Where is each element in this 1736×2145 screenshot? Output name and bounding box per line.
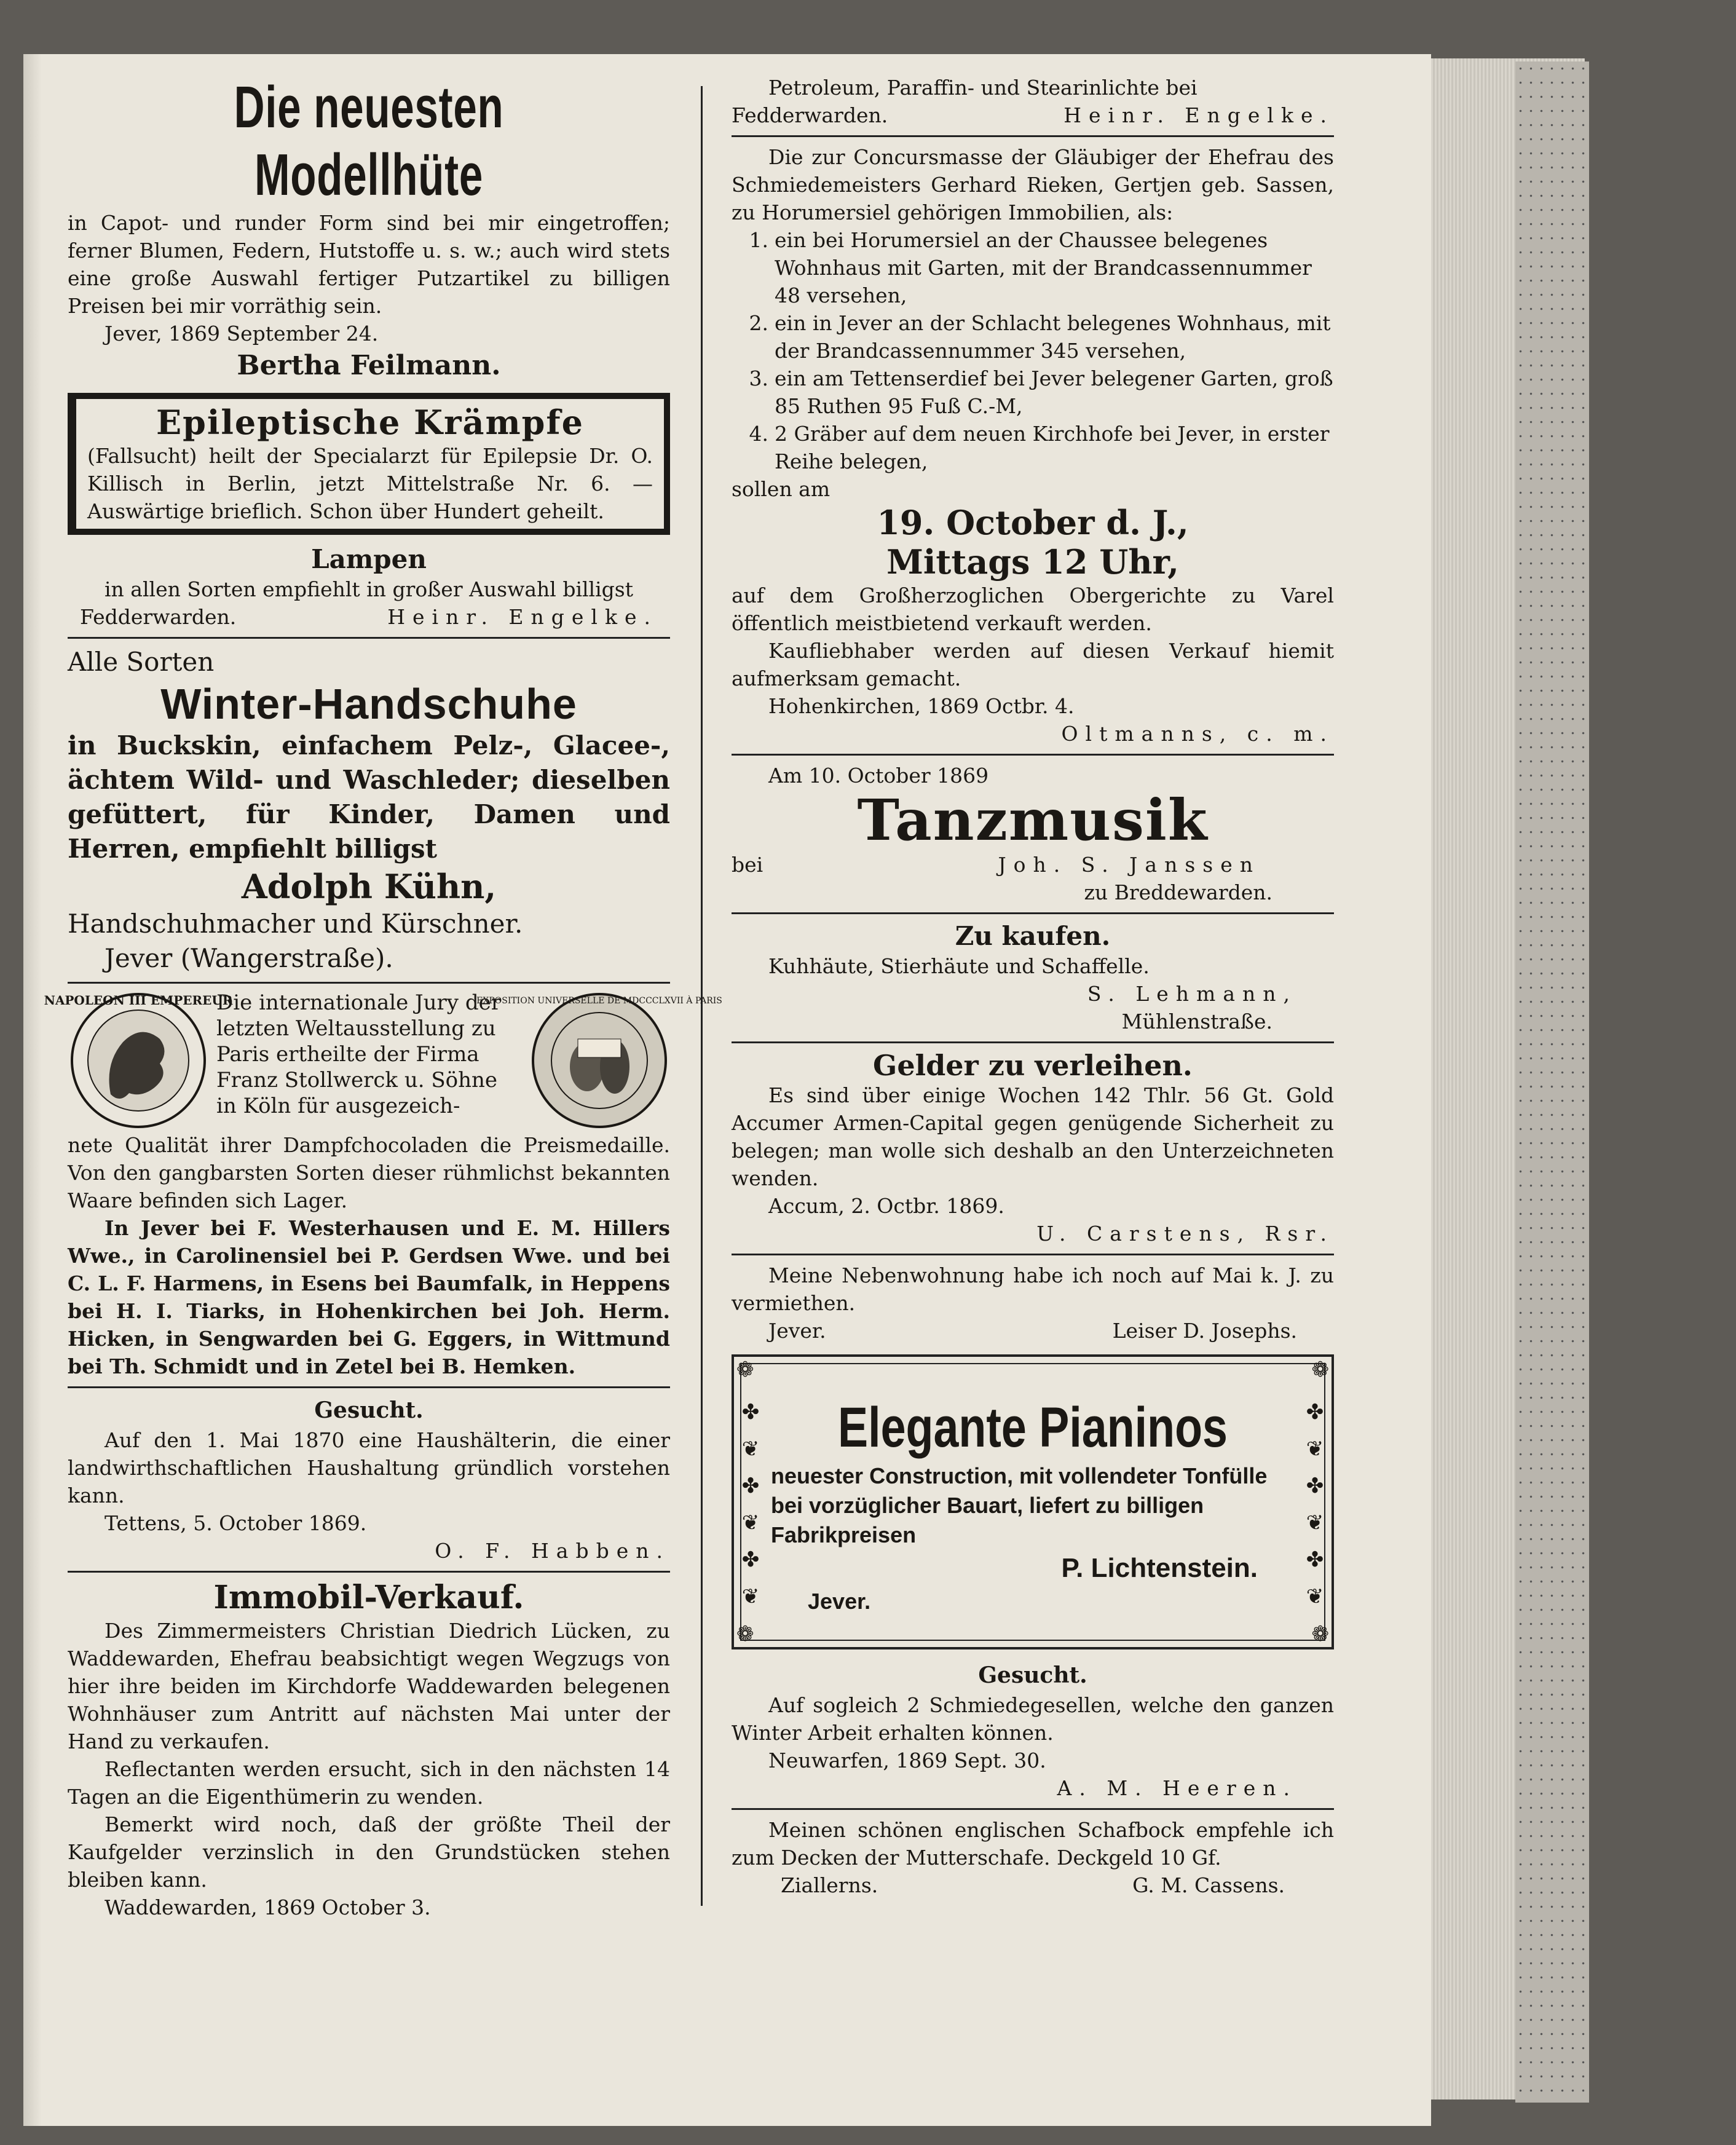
right-column	[732, 74, 1334, 1899]
ad-signature: Heinr. Engelke.	[1063, 103, 1334, 127]
ad-signature: Leiser D. Josephs.	[1112, 1319, 1297, 1343]
ad-signature: Oltmanns, c. m.	[1061, 722, 1334, 746]
ad-modellhuete	[68, 74, 670, 384]
ad-place-date: Tettens, 5. October 1869.	[105, 1511, 367, 1535]
corner-ornament-icon: ❁	[736, 1357, 754, 1382]
ad-immobil-verkauf	[68, 1579, 670, 1921]
ad-address: Mühlenstraße.	[1121, 1009, 1272, 1033]
ad-concurs	[732, 143, 1334, 748]
ad-place: Jever.	[768, 1319, 826, 1343]
ad-signature: P. Lichtenstein.	[1061, 1553, 1258, 1583]
divider	[68, 982, 670, 984]
list-number: 2.	[749, 311, 768, 335]
ad-body: Kuhhäute, Stierhäute und Schaffelle.	[768, 954, 1150, 978]
ad-signature: G. M. Cassens.	[1132, 1873, 1285, 1897]
ad-pianinos	[732, 1354, 1334, 1649]
ad-medal-text: Die internationale Jury der letzten Weltausstellung zu Paris ertheilte der Firma Franz Stollwerck u. Söhne in Köln für ausgezeich-	[216, 990, 501, 1118]
ad-signature: Adolph Kühn,	[241, 867, 497, 906]
ad-title: Gesucht.	[978, 1662, 1087, 1688]
ad-schafbock	[732, 1816, 1334, 1899]
ad-title: Immobil-Verkauf.	[213, 1579, 524, 1616]
ad-title: Zu kaufen.	[955, 921, 1111, 951]
book-cover-edge	[1515, 61, 1589, 2103]
ad-lampen	[68, 543, 670, 631]
ad-place: Ziallerns.	[781, 1873, 878, 1897]
ad-place: Fedderwarden.	[732, 103, 888, 127]
ad-place-date: Waddewarden, 1869 October 3.	[105, 1895, 431, 1919]
divider	[68, 1571, 670, 1573]
ad-signature: O. F. Habben.	[435, 1539, 670, 1563]
list-number: 1.	[749, 228, 768, 252]
divider	[68, 637, 670, 639]
list-text: ein in Jever an der Schlacht belegenes Wohnhaus, mit der Brandcassennummer 345 versehen,	[775, 311, 1331, 363]
ad-sollen: sollen am	[732, 477, 831, 501]
ad-place: zu Breddewarden.	[1084, 880, 1272, 904]
ad-stollwerck	[44, 990, 722, 1380]
ad-dealers: In Jever bei F. Westerhausen und E. M. Hillers Wwe., in Carolinensiel bei P. Gerdsen Wwe. und bei C. L. F. Harmens, in Esens bei Baumfalk, in Heppens bei H. I. Tiarks, in Hohenkirchen bei Joh. Herm. Hicken, in Sengwarden bei G. Eggers, in Wittmund bei Th. Schmidt und in Zetel bei B. Hemken.	[68, 1216, 670, 1378]
ad-date: Am 10. October 1869	[768, 764, 989, 788]
ad-body: in Buckskin, einfachem Pelz-, Glacee-, ächtem Wild- und Waschleder; dieselben gefüttert, für Kinder, Damen und Herren, empfiehlt billigst	[68, 730, 670, 864]
ad-gelder	[732, 1049, 1334, 1247]
ad-place-date: Accum, 2. Octbr. 1869.	[768, 1194, 1004, 1218]
corner-ornament-icon: ❁	[1311, 1357, 1329, 1382]
spine-shadow	[23, 54, 42, 2126]
ad-epilepsie	[68, 393, 670, 535]
ad-body: Bemerkt wird noch, daß der größte Theil der Kaufgelder verzinslich in den Grundstücken stehen bleiben kann.	[68, 1812, 670, 1892]
napoleon-medal-icon	[44, 990, 233, 1131]
ad-signature: S. Lehmann,	[1087, 982, 1297, 1006]
ad-place-date: Jever, 1869 September 24.	[105, 322, 379, 346]
ad-gesucht-haushaelterin	[68, 1394, 670, 1565]
left-column	[44, 74, 722, 1921]
divider	[68, 1386, 670, 1388]
ad-title: Elegante Pianinos	[838, 1396, 1228, 1459]
ad-body: nete Qualität ihrer Dampfchocoladen die Preismedaille. Von den gangbarsten Sorten dieser rühmlichst bekannten Waare befinden sich Lager.	[68, 1133, 670, 1212]
ad-signature: Heinr. Engelke.	[387, 605, 658, 629]
ad-zu-kaufen	[732, 920, 1334, 1035]
list-number: 4.	[749, 422, 768, 446]
ad-title: Winter-Handschuhe	[160, 680, 577, 728]
ad-signature: Bertha Feilmann.	[237, 350, 501, 381]
ad-title: Epileptische Krämpfe	[156, 403, 585, 442]
divider	[732, 1808, 1334, 1810]
ad-place-date: Hohenkirchen, 1869 Octbr. 4.	[768, 694, 1075, 718]
divider	[732, 1254, 1334, 1255]
list-text: ein bei Horumersiel an der Chaussee belegenes Wohnhaus mit Garten, mit der Brandcassennummer 48 versehen,	[775, 228, 1312, 307]
ad-gesucht-schmiedegesellen	[732, 1659, 1334, 1802]
ad-winter-handschuhe	[68, 645, 670, 976]
corner-ornament-icon: ❁	[736, 1622, 754, 1646]
ad-place: Fedderwarden.	[80, 605, 237, 629]
divider	[732, 135, 1334, 137]
ad-body: in allen Sorten empfiehlt in großer Auswahl billigst	[105, 577, 633, 601]
ad-signature: A. M. Heeren.	[1057, 1776, 1297, 1800]
ad-intro: Alle Sorten	[68, 647, 215, 677]
medal-text: EXPOSITION UNIVERSELLE DE MDCCCLXVII À PARIS	[476, 996, 722, 1006]
ad-body: Petroleum, Paraffin- und Stearinlichte bei	[768, 76, 1197, 100]
divider	[732, 1041, 1334, 1043]
ad-signature: Joh. S. Janssen	[998, 853, 1260, 877]
divider	[732, 754, 1334, 756]
list-text: ein am Tettenserdief bei Jever belegener Garten, groß 85 Ruthen 95 Fuß C.-M,	[775, 366, 1333, 418]
ad-title: Gesucht.	[314, 1397, 424, 1423]
ad-title: Gelder zu verleihen.	[873, 1049, 1193, 1082]
ad-body: Meine Nebenwohnung habe ich noch auf Mai k. J. zu vermiethen.	[732, 1263, 1334, 1315]
ad-body: Auf den 1. Mai 1870 eine Haushälterin, die einer landwirthschaftlichen Haushaltung gründlich vorstehen kann.	[68, 1428, 670, 1507]
ad-body: Des Zimmermeisters Christian Diedrich Lücken, zu Waddewarden, Ehefrau beabsichtigt wegen Wegzugs von hier ihre beiden im Kirchdorfe Waddewarden belegenen Wohnhäuser zum Antritt auf nächsten Mai unter der Hand zu verkaufen.	[68, 1619, 670, 1753]
list-item	[732, 365, 1334, 420]
ad-body: Es sind über einige Wochen 142 Thlr. 56 Gt. Gold Accumer Armen-Capital gegen genügende Sicherheit zu belegen; man wolle sich deshalb an den Unterzeichneten wenden.	[732, 1083, 1334, 1190]
list-item	[732, 309, 1334, 365]
ad-date: 19. October d. J.,	[877, 503, 1189, 542]
medal-text: NAPOLEON III EMPEREUR	[44, 993, 233, 1008]
list-item	[732, 226, 1334, 309]
corner-ornament-icon: ❁	[1311, 1622, 1329, 1646]
ad-body: Auf sogleich 2 Schmiedegesellen, welche den ganzen Winter Arbeit erhalten können.	[732, 1693, 1334, 1745]
ad-title: Die neuesten Modellhüte	[234, 74, 504, 208]
ad-profession: Handschuhmacher und Kürschner.	[68, 909, 523, 939]
divider	[732, 912, 1334, 914]
ad-intro: Die zur Concursmasse der Gläubiger der Ehefrau des Schmiedemeisters Gerhard Rieken, Gertjen geb. Sassen, zu Horumersiel gehörigen Immobilien, als:	[732, 145, 1334, 224]
list-item	[732, 420, 1334, 475]
ad-place: Jever.	[808, 1589, 871, 1614]
border-ornament-icon: ✤ ❦ ✤ ❦ ✤ ❦	[1306, 1400, 1324, 1609]
ad-nebenwohnung	[732, 1262, 1334, 1345]
ad-body: (Fallsucht) heilt der Specialarzt für Epilepsie Dr. O. Killisch in Berlin, jetzt Mittelstraße Nr. 6. — Auswärtige brieflich. Schon über Hundert geheilt.	[87, 444, 653, 523]
ad-petroleum	[732, 74, 1334, 129]
list-number: 3.	[749, 366, 768, 390]
ad-body: in Capot- und runder Form sind bei mir eingetroffen; ferner Blumen, Federn, Hutstoffe u. s. w.; auch wird stets eine große Auswahl fertiger Putzartikel zu billigen Preisen bei mir vorräthig sein.	[68, 211, 670, 318]
ad-body: Meinen schönen englischen Schafbock empfehle ich zum Decken der Mutterschafe. Deckgeld 10 Gf.	[732, 1818, 1334, 1870]
ad-title: Lampen	[311, 544, 427, 574]
exposition-medal-icon	[476, 990, 722, 1131]
ad-place: Jever (Wangerstraße).	[105, 943, 393, 973]
ad-body: Reflectanten werden ersucht, sich in den nächsten 14 Tagen an die Eigenthümerin zu wenden.	[68, 1757, 670, 1809]
ad-title: Tanzmusik	[857, 787, 1209, 853]
ad-tanzmusik	[732, 762, 1334, 906]
ad-place-date: Neuwarfen, 1869 Sept. 30.	[768, 1748, 1046, 1772]
list-text: 2 Gräber auf dem neuen Kirchhofe bei Jever, in erster Reihe belegen,	[775, 422, 1330, 473]
ad-signature: U. Carstens, Rsr.	[1036, 1222, 1334, 1246]
ad-time: Mittags 12 Uhr,	[886, 542, 1179, 582]
ad-body: neuester Construction, mit vollendeter Tonfülle bei vorzüglicher Bauart, liefert zu billigen Fabrikpreisen	[771, 1463, 1268, 1547]
ad-body: auf dem Großherzoglichen Obergerichte zu Varel öffentlich meistbietend verkauft werden.	[732, 583, 1334, 635]
border-ornament-icon: ✤ ❦ ✤ ❦ ✤ ❦	[741, 1400, 760, 1609]
ad-bei: bei	[732, 853, 763, 877]
ad-body: Kaufliebhaber werden auf diesen Verkauf hiemit aufmerksam gemacht.	[732, 639, 1334, 690]
